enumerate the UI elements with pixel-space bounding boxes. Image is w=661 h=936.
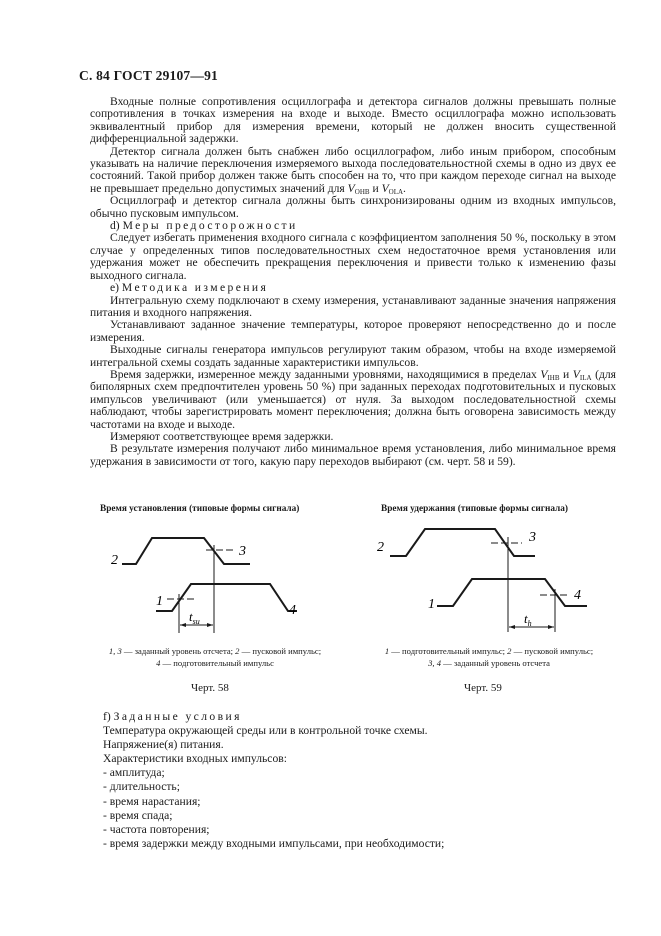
fig58-label-3: 3 [239,544,246,559]
fig58-title: Время установления (типовые формы сигнала) [100,504,300,514]
paragraph: Измеряют соответствующее время задержки. [110,429,334,443]
fig59-diagram [370,522,600,640]
fig58-legend: 1, 3 — заданный уровень отсчета; 2 — пусковой импульс; 4 — подготовительный импульс [108,646,322,668]
paragraph: Интегральную схему подключают в схему измерения, устанавливают заданные значения напряжения питания и входного напряжения. [90,293,616,319]
fig58-label-1: 1 [156,594,163,609]
list-item: - амплитуда; [103,766,165,780]
fig59-prep-pulse [437,579,587,606]
section-f [103,710,623,851]
list-item: - время нарастания; [103,794,201,808]
paragraph: Время задержки, измеренное между заданными уровнями, находящимися в пределах $V_{IHB}$ и $V_{ILA}$ (для биполярных схем предпочтителен уровень 50 %) при заданных переходах подготовительных и пусковых импульсов увеличивают (или уменьшается) от нуля. За выходом последовательностной схемы наблюдают, чтобы зарегистрировать момент переключения; должна быть оговорена зависимость между частотами на входе и выходе. [90,367,616,431]
fig59-legend: 1 — подготовительный импульс; 2 — пусковой импульс; 3, 4 — заданный уровень отсчета [384,646,594,668]
paragraph: Осциллограф и детектор сигнала должны быть синхронизированы одним из входных импульсов, обычно пусковым импульсом. [90,194,616,220]
list-item: - время спада; [103,808,173,822]
paragraph: Выходные сигналы генератора импульсов регулируют таким образом, чтобы на входе измеряемой интегральной схемы создать заданные характеристики импульсов. [90,343,616,369]
fig58-label-t: $t_{su}$ [189,609,200,626]
paragraph: Устанавливают заданное значение температуры, которое проверяют непосредственно до и после измерения. [90,318,616,344]
paragraph: Детектор сигнала должен быть снабжен либо осциллографом, либо иным прибором, способным указывать на наличие переключения измеряемого выхода последовательностной схемы в одно из двух ее состояний. Такой прибор должен также быть способен на то, что при каждом переходе сигнал на выходе не превышает предельно допустимых значений для $V_{OHB}$ и $V_{OLA}$. [90,144,616,196]
fig59-label-3: 3 [529,530,536,545]
section-heading-f: f) Заданные условия [103,710,242,723]
fig58-label-2: 2 [111,553,118,568]
list-item: Напряжение(я) питания. [103,738,224,752]
fig59-label-2: 2 [377,540,384,555]
list-item: - частота повторения; [103,822,210,836]
fig59-label-1: 1 [428,597,435,612]
page-header: С. 84 ГОСТ 29107—91 [79,68,218,83]
fig58-trigger-pulse [122,538,250,564]
main-text [90,96,616,468]
section-heading-d: d) Меры предосторожности [110,219,298,233]
list-item: Температура окружающей среды или в контрольной точке схемы. [103,724,428,738]
fig59-caption: Черт. 59 [464,682,502,694]
fig58-label-4: 4 [289,603,296,618]
fig59-label-4: 4 [574,588,581,603]
fig59-arrow-right [548,625,554,629]
fig58-arrow-left [180,623,186,627]
paragraph: В результате измерения получают либо минимальное время установления, либо минимальное время удержания в зависимости от того, какую пару переходов выбирают (см. черт. 58 и 59). [90,442,616,468]
paragraph: Входные полные сопротивления осциллографа и детектора сигналов должны превышать полные сопротивления в точках измерения на входе и выходе. Вместо осциллографа можно использовать эквивалентный прибор для измерения времени, который не должен вносить существенной дифференциальной задержки. [90,95,616,146]
fig59-label-t: $t_h$ [524,611,532,628]
fig58-prep-pulse [156,584,297,611]
fig58-caption: Черт. 58 [191,682,229,694]
fig58-arrow-right [207,623,213,627]
fig59-arrow-left [509,625,515,629]
fig59-title: Время удержания (типовые формы сигнала) [381,504,569,514]
list-item: - время задержки между входными импульсами, при необходимости; [103,836,445,850]
section-heading-e: e) Методика измерения [110,281,269,295]
fig58-diagram [100,525,320,640]
list-item: Характеристики входных импульсов: [103,752,287,766]
paragraph: Следует избегать применения входного сигнала с коэффициентом заполнения 50 %, поскольку в этом случае у определенных типов последовательностных схем недостаточное время установления или удержания может не обеспечить прекращения переключения и привести только к изменению фазы выходного сигнала. [90,231,616,282]
list-item: - длительность; [103,780,180,794]
